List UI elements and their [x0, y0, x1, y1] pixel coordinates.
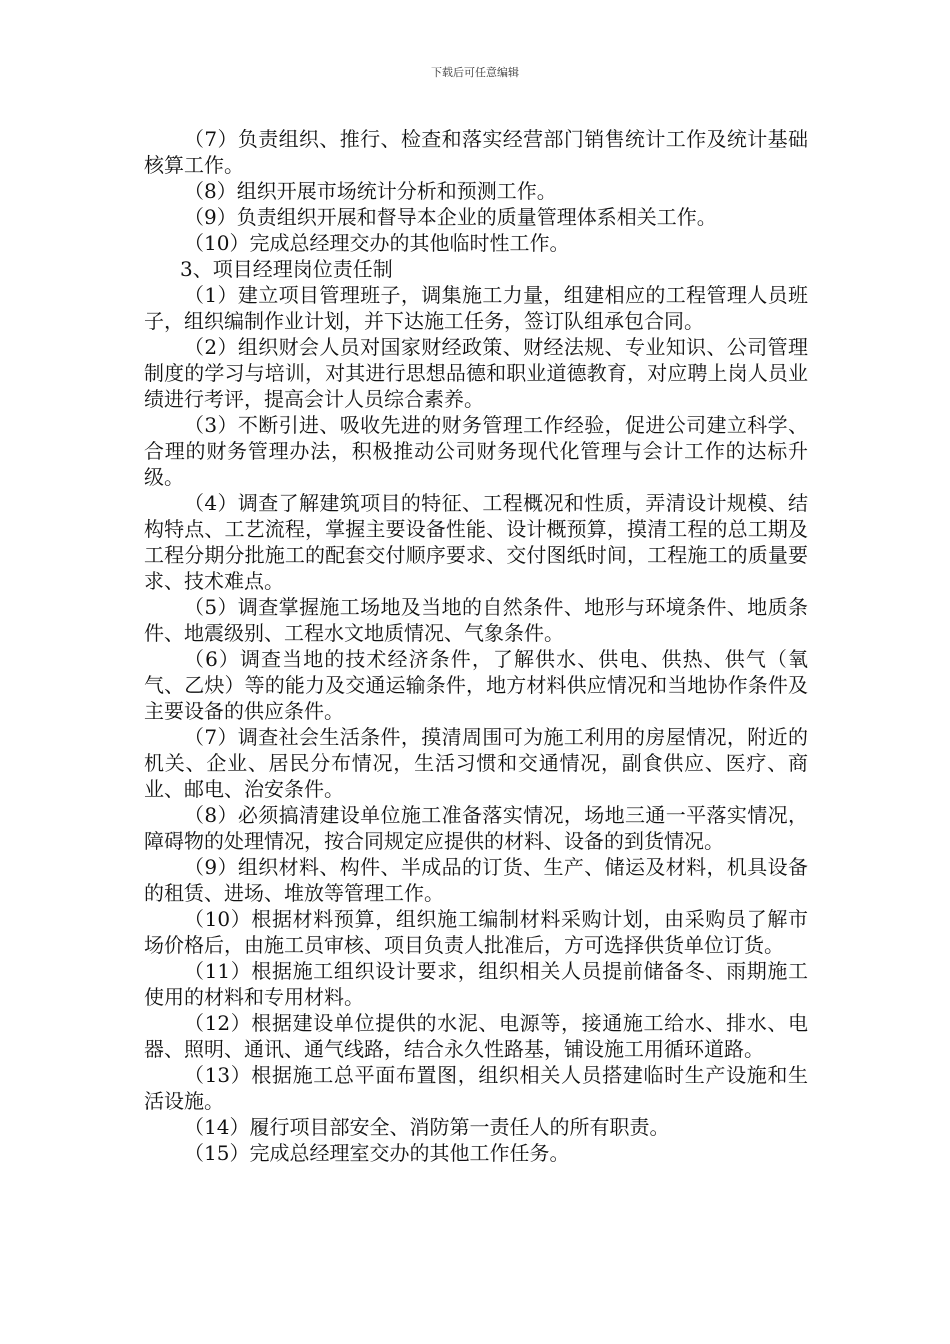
section-heading: 3、项目经理岗位责任制 [180, 257, 393, 281]
paragraph: （7）调查社会生活条件，摸清周围可为施工利用的房屋情况，附近的机关、企业、居民分布情况，生活习惯和交通情况，副食供应、医疗、商业、邮电、治安条件。 [144, 725, 808, 801]
paragraph: （14）履行项目部安全、消防第一责任人的所有职责。 [184, 1115, 670, 1139]
paragraph: （11）根据施工组织设计要求，组织相关人员提前储备冬、雨期施工使用的材料和专用材料。 [144, 959, 808, 1009]
paragraph: （5）调查掌握施工场地及当地的自然条件、地形与环境条件、地质条件、地震级别、工程水文地质情况、气象条件。 [144, 595, 808, 645]
paragraph: （1）建立项目管理班子，调集施工力量，组建相应的工程管理人员班子，组织编制作业计划，并下达施工任务，签订队组承包合同。 [144, 283, 808, 333]
paragraph: （9）组织材料、构件、半成品的订货、生产、储运及材料，机具设备的租赁、进场、堆放等管理工作。 [144, 855, 808, 905]
paragraph: （9）负责组织开展和督导本企业的质量管理体系相关工作。 [184, 205, 717, 229]
paragraph: （3）不断引进、吸收先进的财务管理工作经验，促进公司建立科学、合理的财务管理办法，积极推动公司财务现代化管理与会计工作的达标升级。 [144, 413, 808, 489]
paragraph: （10）根据材料预算，组织施工编制材料采购计划，由采购员了解市场价格后，由施工员审核、项目负责人批准后，方可选择供货单位订货。 [144, 907, 808, 957]
paragraph: （15）完成总经理室交办的其他工作任务。 [184, 1141, 570, 1165]
paragraph: （8）必须搞清建设单位施工准备落实情况，场地三通一平落实情况，障碍物的处理情况，按合同规定应提供的材料、设备的到货情况。 [144, 803, 808, 853]
paragraph: （4）调查了解建筑项目的特征、工程概况和性质，弄清设计规模、结构特点、工艺流程，掌握主要设备性能、设计概预算，摸清工程的总工期及工程分期分批施工的配套交付顺序要求、交付图纸时间，工程施工的质量要求、技术难点。 [144, 491, 808, 593]
page-header: 下载后可任意编辑 [431, 66, 519, 79]
document-body [144, 126, 808, 1166]
paragraph: （6）调查当地的技术经济条件，了解供水、供电、供热、供气（氧气、乙炔）等的能力及交通运输条件，地方材料供应情况和当地协作条件及主要设备的供应条件。 [144, 647, 808, 723]
paragraph: （2）组织财会人员对国家财经政策、财经法规、专业知识、公司管理制度的学习与培训，对其进行思想品德和职业道德教育，对应聘上岗人员业绩进行考评，提高会计人员综合素养。 [144, 335, 808, 411]
paragraph: （10）完成总经理交办的其他临时性工作。 [184, 231, 570, 255]
paragraph: （8）组织开展市场统计分析和预测工作。 [184, 179, 557, 203]
paragraph: （12）根据建设单位提供的水泥、电源等，接通施工给水、排水、电器、照明、通讯、通气线路，结合永久性路基，铺设施工用循环道路。 [144, 1011, 808, 1061]
paragraph: （7）负责组织、推行、检查和落实经营部门销售统计工作及统计基础核算工作。 [144, 127, 808, 177]
paragraph: （13）根据施工总平面布置图，组织相关人员搭建临时生产设施和生活设施。 [144, 1063, 808, 1113]
